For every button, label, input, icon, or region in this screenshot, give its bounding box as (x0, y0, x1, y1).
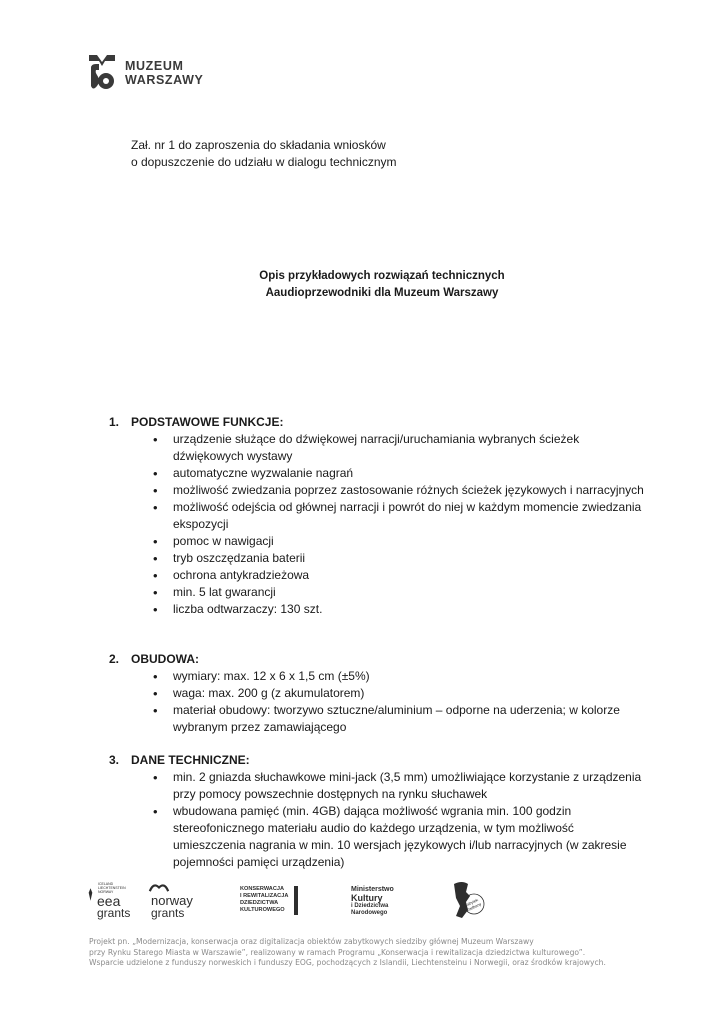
eea-text: eea (97, 893, 121, 909)
ministerstwo-line-4: Narodowego (351, 910, 388, 916)
section-number: 3. (109, 753, 120, 767)
section-number: 2. (109, 652, 120, 666)
section-heading: OBUDOWA: (131, 652, 199, 666)
section-heading: PODSTAWOWE FUNKCJE: (131, 415, 284, 429)
norway-grants-text: grants (151, 906, 185, 920)
list-item: • materiał obudowy: tworzywo sztuczne/aluminium – odporne na uderzenia; w kolorze wybranym przez zamawiającego (153, 702, 649, 736)
konserwacja-logo (240, 886, 300, 918)
list-item: • min. 5 lat gwarancji (153, 584, 649, 601)
section-technical-data (109, 752, 649, 871)
list-item: • min. 2 gniazda słuchawkowe mini-jack (3,5 mm) umożliwiające korzystanie z urządzenia przy pomocy powszechnie dostępnych na rynku słuchawek (153, 769, 649, 803)
footer-line-3: Wsparcie udzielone z funduszy norweskich i funduszy EOG, pochodzących z Islandii, Liechtensteinu i Norwegii, oraz środków krajowych. (89, 958, 606, 967)
document-title (0, 268, 724, 302)
list-item: • liczba odtwarzaczy: 130 szt. (153, 601, 649, 618)
konserwacja-line-4: KULTUROWEGO (240, 907, 285, 913)
title-line-1: Opis przykładowych rozwiązań technicznych (259, 270, 505, 282)
museum-logo (87, 52, 203, 94)
zabytek-text: Zabytek Zadbany (463, 897, 483, 913)
attachment-note (131, 137, 397, 171)
logo-line-1: MUZEUM (125, 59, 184, 73)
list-item: • automatyczne wyzwalanie nagrań (153, 465, 649, 482)
footer-line-1: Projekt pn. „Modernizacja, konserwacja oraz digitalizacja obiektów zabytkowych siedziby głównej Muzeum Warszawy (89, 937, 534, 946)
section-list (109, 668, 649, 736)
norway-symbol-icon (148, 882, 170, 893)
footer-note (89, 937, 649, 969)
sponsor-logos (86, 880, 506, 924)
norway-grants-logo (148, 882, 204, 922)
title-line-2: Aaudioprzewodniki dla Muzeum Warszawy (265, 287, 499, 299)
section-number: 1. (109, 415, 120, 429)
eea-symbol-icon (86, 888, 95, 901)
section-list (109, 769, 649, 871)
zabytek-logo (452, 880, 486, 920)
list-item: • możliwość odejścia od głównej narracji i powrót do niej w każdym momencie zwiedzania ekspozycji (153, 499, 649, 533)
eea-small-text: ICELAND LIECHTENSTEIN NORWAY (98, 882, 126, 894)
section-basic-functions (109, 414, 649, 618)
ministerstwo-logo (351, 886, 421, 920)
konserwacja-line-2: I REWITALIZACJA (240, 893, 289, 899)
eea-grants-logo (86, 882, 142, 922)
list-item: • waga: max. 200 g (z akumulatorem) (153, 685, 649, 702)
konserwacja-line-1: KONSERWACJA (240, 886, 285, 892)
museum-emblem-icon (87, 52, 117, 94)
section-heading: DANE TECHNICZNE: (131, 753, 250, 767)
logo-line-2: WARSZAWY (125, 73, 204, 87)
konserwacja-bar-icon (294, 886, 298, 915)
section-list (109, 431, 649, 618)
attachment-line-1: Zał. nr 1 do zaproszenia do składania wniosków (131, 138, 386, 152)
eea-grants-text: grants (97, 906, 131, 920)
list-item: • tryb oszczędzania baterii (153, 550, 649, 567)
list-item: • wbudowana pamięć (min. 4GB) dająca możliwość wgrania min. 100 godzin stereofonicznego materiału audio do każdego urządzenia, w tym możliwość umieszczenia nagrania w min. 10 wersjach językowych i/lub narracyjnych (w zakresie pojemności pamięci urządzenia) (153, 803, 649, 871)
ministerstwo-line-3: i Dziedzictwa (351, 903, 389, 909)
list-item: • możliwość zwiedzania poprzez zastosowanie różnych ścieżek językowych i narracyjnych (153, 482, 649, 499)
ministerstwo-line-1: Ministerstwo (351, 886, 394, 893)
list-item: • ochrona antykradzieżowa (153, 567, 649, 584)
list-item: • urządzenie służące do dźwiękowej narracji/uruchamiania wybranych ścieżek dźwiękowych wystawy (153, 431, 649, 465)
section-housing (109, 651, 649, 736)
konserwacja-line-3: DZIEDZICTWA (240, 900, 279, 906)
list-item: • pomoc w nawigacji (153, 533, 649, 550)
footer-line-2: przy Rynku Starego Miasta w Warszawie”, realizowany w ramach Programu „Konserwacja i rewitalizacja dziedzictwa kulturowego”. (89, 947, 586, 957)
norway-text: norway (151, 893, 193, 908)
attachment-line-2: o dopuszczenie do udziału w dialogu technicznym (131, 155, 397, 169)
list-item: • wymiary: max. 12 x 6 x 1,5 cm (±5%) (153, 668, 649, 685)
ministerstwo-line-2: Kultury (351, 893, 383, 903)
